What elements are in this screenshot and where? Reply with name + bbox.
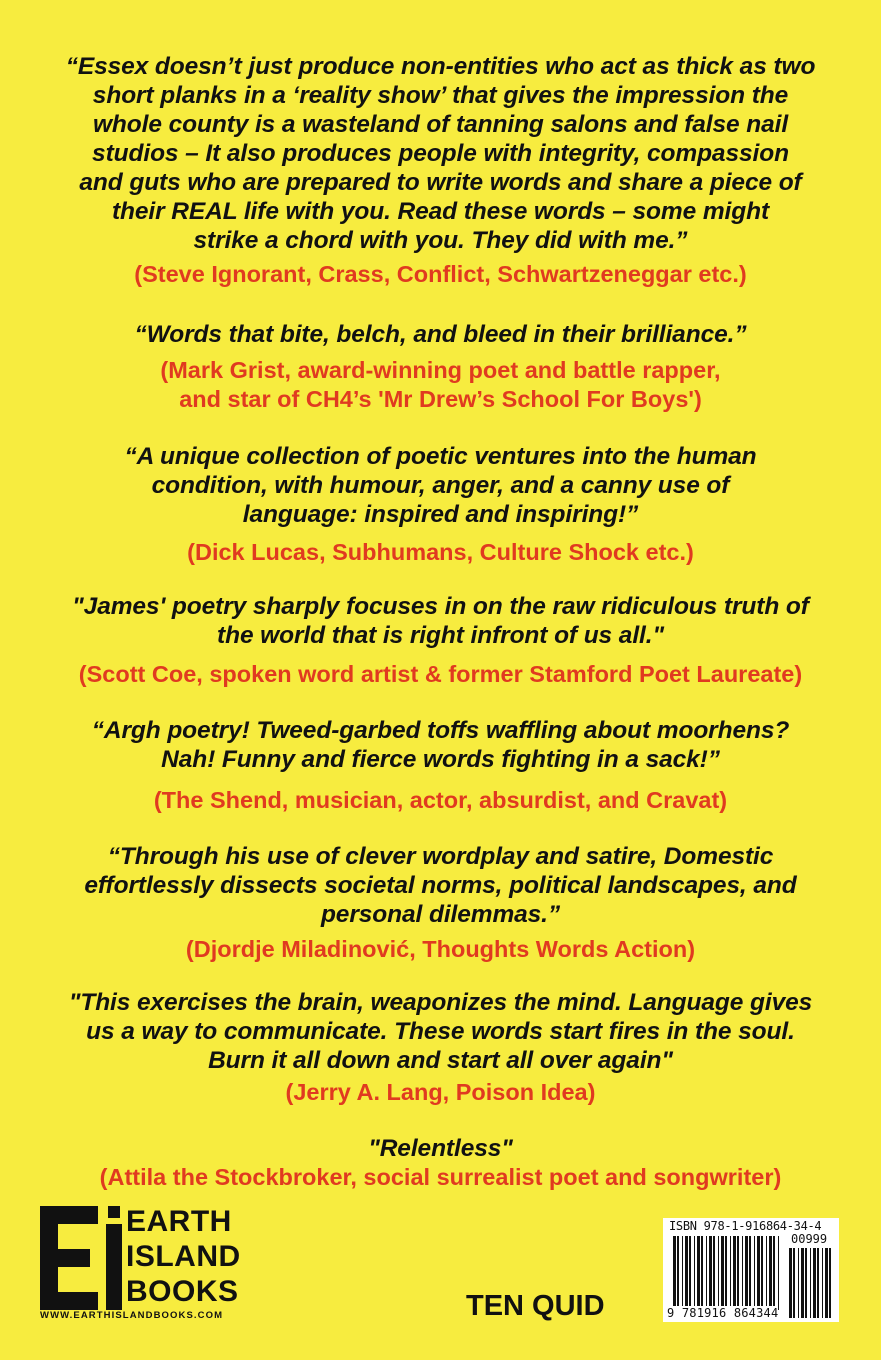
quote-5-line: “Argh poetry! Tweed-garbed toffs waffling about moorhens?: [91, 717, 790, 744]
logo-word: BOOKS: [126, 1275, 239, 1308]
publisher-url: WWW.EARTHISLANDBOOKS.COM: [40, 1310, 224, 1321]
attribution-8: [0, 1163, 881, 1192]
quote-7: [0, 988, 881, 1075]
attribution-5: [0, 786, 881, 815]
quote-7-line: "This exercises the brain, weaponizes the mind. Language gives: [68, 989, 813, 1016]
attribution-1-line: (Steve Ignorant, Crass, Conflict, Schwartzeneggar etc.): [134, 261, 747, 287]
price-addon-code: 00999: [791, 1232, 828, 1246]
quote-1-line: and guts who are prepared to write words and share a piece of: [79, 169, 802, 196]
attribution-1: [0, 260, 881, 289]
attribution-2-line: and star of CH4’s 'Mr Drew’s School For Boys'): [179, 386, 702, 412]
attribution-6-line: (Djordje Miladinović, Thoughts Words Action): [185, 936, 696, 962]
attribution-5-line: (The Shend, musician, actor, absurdist, and Cravat): [153, 787, 728, 813]
quote-3-line: language: inspired and inspiring!”: [242, 501, 639, 528]
logo-word: ISLAND: [126, 1240, 241, 1273]
quote-1-line: strike a chord with you. They did with me.”: [193, 227, 688, 254]
price-label: TEN QUID: [466, 1290, 605, 1322]
quote-8: [0, 1134, 881, 1163]
quote-6: [0, 842, 881, 929]
quote-6-line: effortlessly dissects societal norms, political landscapes, and: [84, 872, 797, 899]
quote-7-line: Burn it all down and start all over again": [208, 1047, 673, 1074]
attribution-6: [0, 935, 881, 964]
quote-5-line: Nah! Funny and fierce words fighting in a sack!”: [161, 746, 720, 773]
attribution-8-line: (Attila the Stockbroker, social surrealist poet and songwriter): [99, 1164, 782, 1190]
quote-1-line: whole county is a wasteland of tanning salons and false nail: [92, 111, 789, 138]
quote-3: [0, 442, 881, 529]
logo-letter-i-icon: [106, 1206, 122, 1310]
barcode-digits: 9 781916 864344: [667, 1306, 779, 1320]
quote-1-line: short planks in a ‘reality show’ that gives the impression the: [92, 82, 789, 109]
quote-6-line: personal dilemmas.”: [320, 901, 561, 928]
isbn-text: ISBN 978-1-916864-34-4: [669, 1219, 822, 1233]
quote-6-line: “Through his use of clever wordplay and satire, Domestic: [107, 843, 774, 870]
publisher-logo: [40, 1206, 240, 1324]
quote-4-line: "James' poetry sharply focuses in on the raw ridiculous truth of: [72, 593, 809, 620]
quote-1-line: their REAL life with you. Read these words – some might: [111, 198, 770, 225]
quote-4-line: the world that is right infront of us all.": [217, 622, 664, 649]
quote-3-line: condition, with humour, anger, and a canny use of: [151, 472, 730, 499]
logo-letter-e-icon: [40, 1206, 98, 1310]
logo-wordmark: [126, 1204, 241, 1309]
quote-5: [0, 716, 881, 774]
attribution-7-line: (Jerry A. Lang, Poison Idea): [285, 1079, 596, 1105]
quote-1: [0, 52, 881, 255]
attribution-3-line: (Dick Lucas, Subhumans, Culture Shock etc.): [187, 539, 694, 565]
attribution-2-line: (Mark Grist, award-winning poet and battle rapper,: [160, 357, 721, 383]
logo-word: EARTH: [126, 1205, 232, 1238]
quote-4: [0, 592, 881, 650]
attribution-3: [0, 538, 881, 567]
quote-8-line: "Relentless": [368, 1135, 513, 1162]
quote-1-line: studios – It also produces people with integrity, compassion: [92, 140, 789, 167]
quote-2-line: “Words that bite, belch, and bleed in their brilliance.”: [134, 321, 747, 348]
quote-7-line: us a way to communicate. These words start fires in the soul.: [86, 1018, 795, 1045]
isbn-barcode: [663, 1218, 839, 1322]
attribution-4-line: (Scott Coe, spoken word artist & former Stamford Poet Laureate): [78, 661, 803, 687]
quote-1-line: “Essex doesn’t just produce non-entities who act as thick as two: [65, 53, 816, 80]
attribution-7: [0, 1078, 881, 1107]
quote-3-line: “A unique collection of poetic ventures into the human: [124, 443, 757, 470]
attribution-4: [0, 660, 881, 689]
attribution-2: [0, 356, 881, 414]
quote-2: [0, 320, 881, 349]
